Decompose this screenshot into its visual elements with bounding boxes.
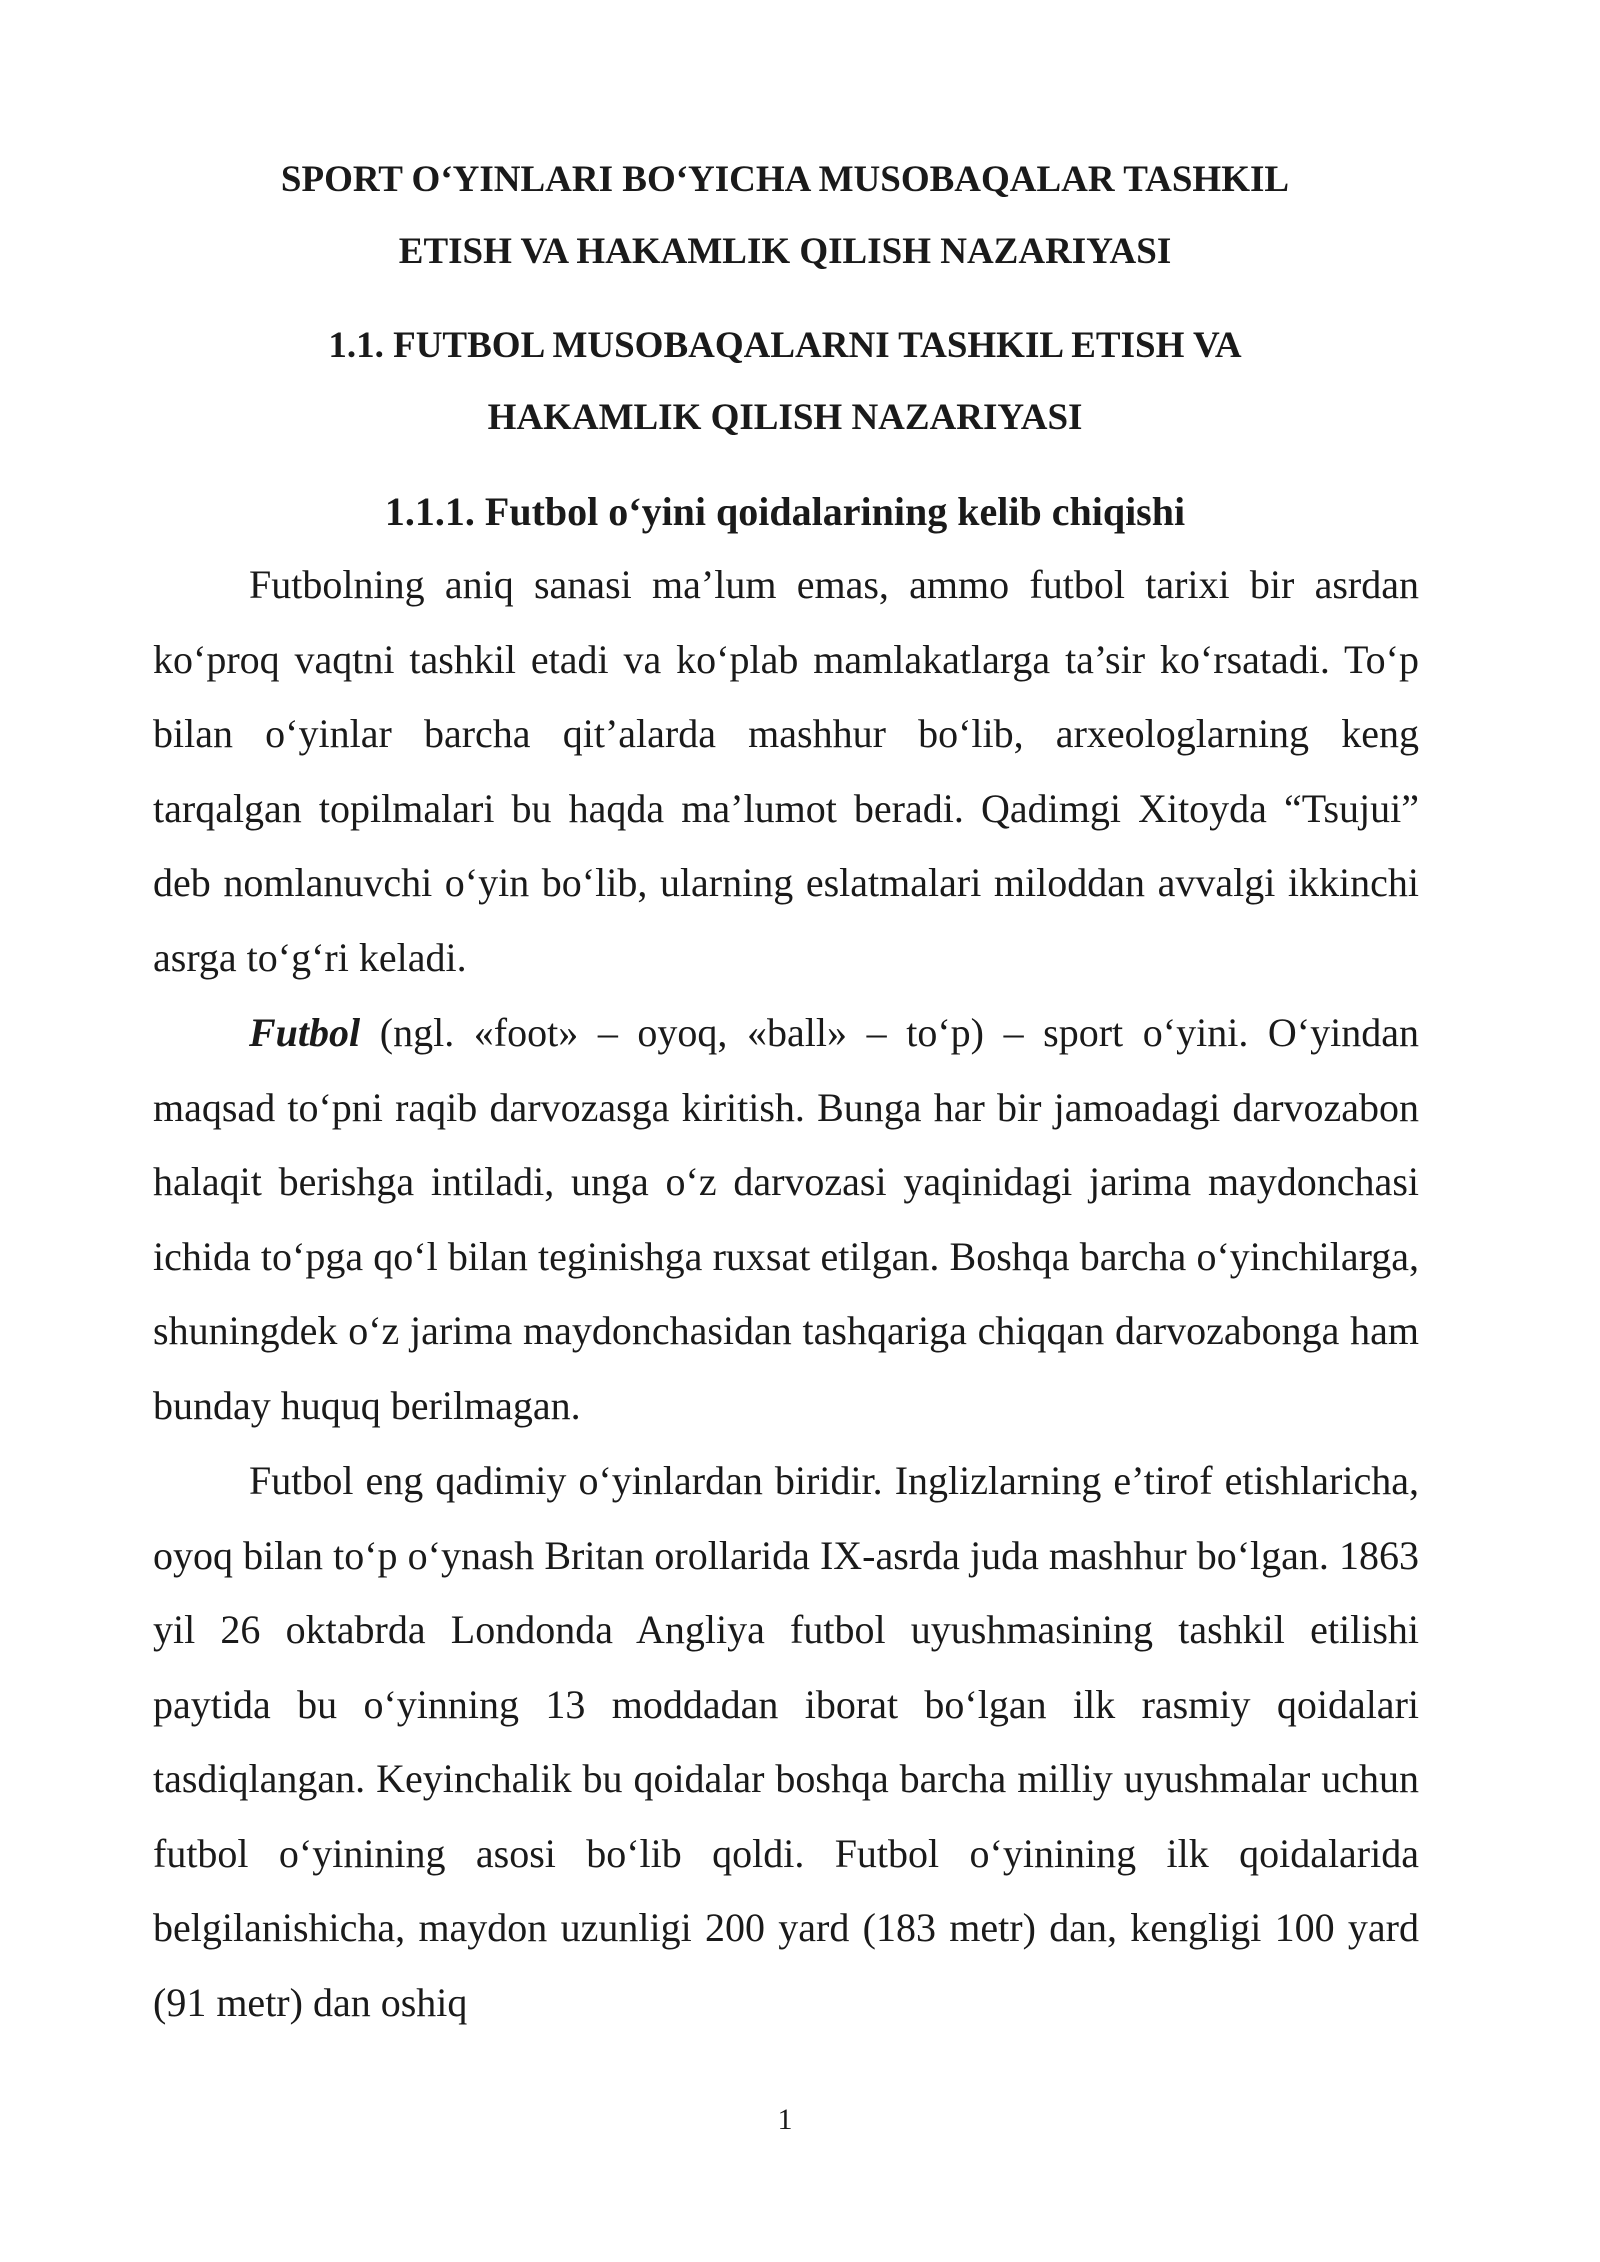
paragraph-rules-origin: Futbol eng qadimiy o‘yinlardan biridir. Inglizlarning e’tirof etishlaricha, oyoq bilan to‘p o‘ynash Britan orollarida IX-asrda juda mashhur bo‘lgan. 1863 yil 26 oktabrda Londonda Angliya futbol uyushmasining tashkil etilishi paytida bu o‘yinning 13 moddadan iborat bo‘lgan ilk rasmiy qoidalari tasdiqlangan. Keyinchalik bu qoidalar boshqa barcha milliy uyushmalar uchun futbol o‘yinining asosi bo‘lib qoldi. Futbol o‘yinining ilk qoidalarida belgilanishicha, maydon uzunligi 200 yard (183 metr) dan, kengligi 100 yard (91 metr) dan oshiq <box>153 1458 1419 2025</box>
paragraph-history: Futbolning aniq sanasi ma’lum emas, ammo futbol tarixi bir asrdan ko‘proq vaqtni tashkil etadi va ko‘plab mamlakatlarga ta’sir ko‘rsatadi. To‘p bilan o‘yinlar barcha qit’alarda mashhur bo‘lib, arxeologlarning keng tarqalgan topilmalari bu haqda ma’lumot beradi. Qadimgi Xitoyda “Tsujui” deb nomlanuvchi o‘yin bo‘lib, ularning eslatmalari miloddan avvalgi ikkinchi asrga to‘g‘ri keladi. <box>153 562 1419 980</box>
section-title <box>150 310 1420 454</box>
page-number: 1 <box>777 2103 793 2136</box>
main-title-line1: SPORT O‘YINLARI BO‘YICHA MUSOBAQALAR TASHKIL <box>280 159 1290 200</box>
section-title-line1: 1.1. FUTBOL MUSOBAQALARNI TASHKIL ETISH VA <box>328 325 1242 366</box>
subsection-title: 1.1.1. Futbol o‘yini qoidalarining kelib chiqishi <box>384 489 1186 534</box>
paragraph-definition <box>153 996 1419 1443</box>
main-title <box>150 144 1420 288</box>
main-title-line2: ETISH VA HAKAMLIK QILISH NAZARIYASI <box>398 231 1172 272</box>
term-futbol: Futbol <box>249 1010 361 1055</box>
paragraph-definition-text: (ngl. «foot» – oyoq, «ball» – to‘p) – sport o‘yini. O‘yindan maqsad to‘pni raqib darvozasga kiritish. Bunga har bir jamoadagi darvozabon halaqit berishga intiladi, unga o‘z darvozasi yaqinidagi jarima maydonchasi ichida to‘pga qo‘l bilan teginishga ruxsat etilgan. Boshqa barcha o‘yinchilarga, shuningdek o‘z jarima maydonchasidan tashqariga chiqqan darvozabonga ham bunday huquq berilmagan. <box>153 1010 1419 1428</box>
section-title-line2: HAKAMLIK QILISH NAZARIYASI <box>487 397 1083 438</box>
